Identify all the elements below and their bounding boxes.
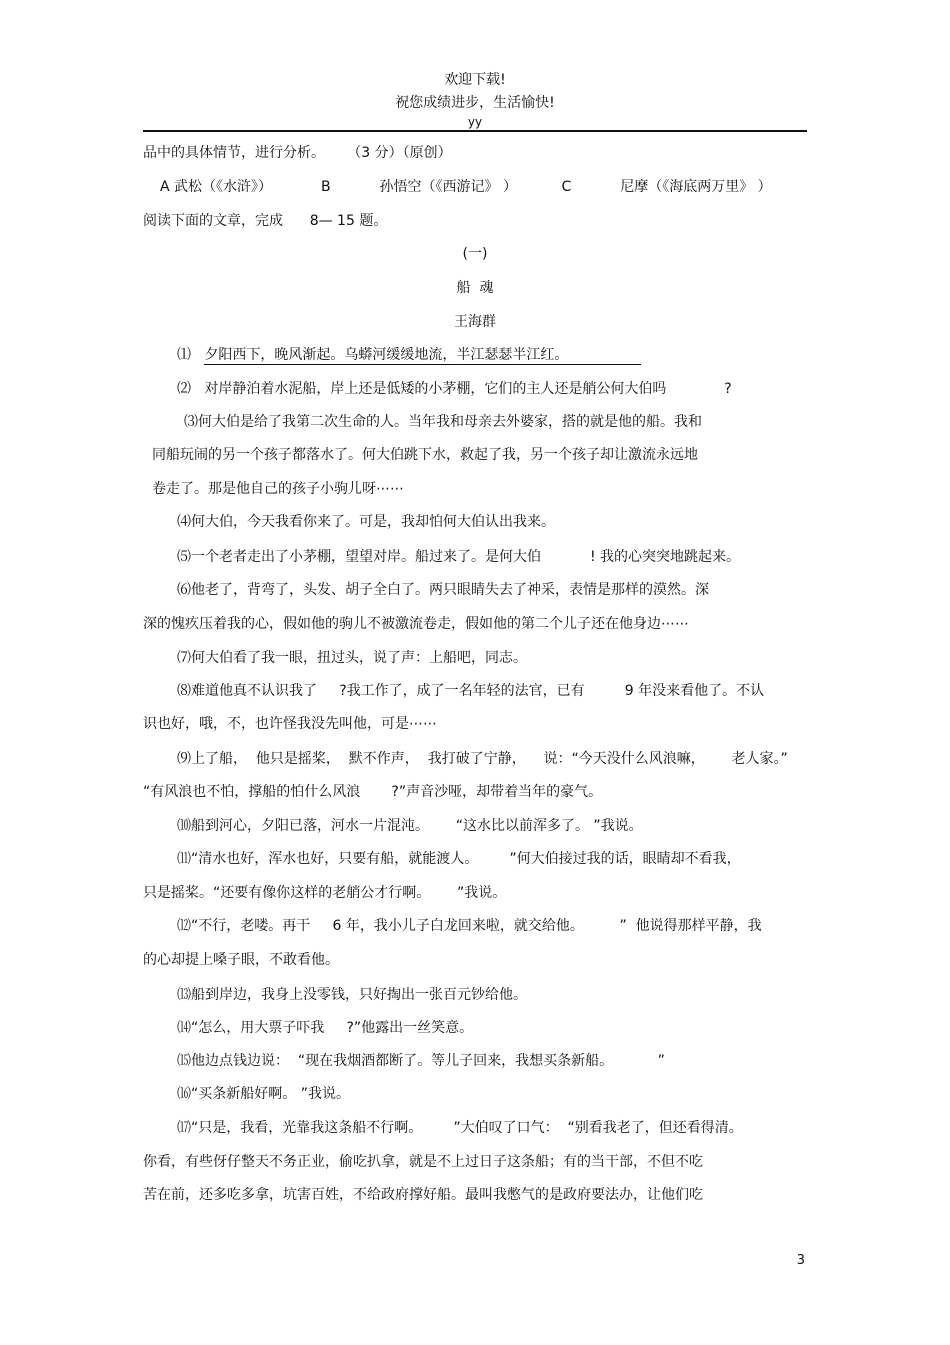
paragraph-9-line-2: “有风浪也不怕，撑船的怕什么风浪 ?”声音沙哑，却带着当年的豪气。	[143, 784, 603, 800]
paragraph-1-underline	[204, 364, 641, 365]
paragraph-13: ⒀船到岸边，我身上没零钱，只好掏出一张百元钞给他。	[177, 987, 527, 1003]
paragraph-3-line-3: 卷走了。那是他自己的孩子小驹儿呀⋯⋯	[152, 481, 404, 497]
paragraph-6-line-2: 深的愧疚压着我的心，假如他的驹儿不被激流卷走，假如他的第二个儿子还在他身边⋯⋯	[143, 616, 689, 632]
paragraph-17-line-1: ⒄“只是，我看，光靠我这条船不行啊。 ”大伯叹了口气： “别看我老了，但还看得清。	[177, 1120, 743, 1136]
answer-options: A 武松（《水浒》） B 孙悟空（《西游记》 ） C 尼摩（《海底两万里》 ）	[160, 179, 772, 195]
paragraph-7: ⑺何大伯看了我一眼，扭过头，说了声：上船吧，同志。	[177, 650, 527, 666]
paragraph-8-line-1: ⑻难道他真不认识我了 ?我工作了，成了一名年轻的法官，已有 9 年没来看他了。不认	[177, 683, 765, 699]
paragraph-1: ⑴ 夕阳西下，晚风渐起。乌蟒河缓缓地流，半江瑟瑟半江红。	[177, 347, 569, 363]
paragraph-4: ⑷何大伯，今天我看你来了。可是，我却怕何大伯认出我来。	[177, 514, 555, 530]
paragraph-11-line-1: ⑾“清水也好，浑水也好，只要有船，就能渡人。 ”何大伯接过我的话，眼睛却不看我，	[177, 851, 741, 867]
paragraph-8-line-2: 识也好，哦，不，也许怪我没先叫他，可是⋯⋯	[143, 716, 437, 732]
paragraph-12-line-1: ⑿“不行，老喽。再干 6 年，我小儿子白龙回来啦，就交给他。 ” 他说得那样平静，我	[177, 918, 762, 934]
paragraph-2: ⑵ 对岸静泊着水泥船，岸上还是低矮的小茅棚，它们的主人还是艄公何大伯吗 ?	[177, 381, 732, 397]
paragraph-5: ⑸一个老者走出了小茅棚，望望对岸。船过来了。是何大伯 ! 我的心突突地跳起来。	[177, 549, 741, 565]
reading-instruction: 阅读下面的文章，完成 8— 15 题。	[143, 213, 388, 229]
paragraph-3-line-2: 同船玩闹的另一个孩子都落水了。何大伯跳下水，救起了我，另一个孩子却让激流永远地	[152, 447, 698, 463]
paragraph-9-line-1: ⑼上了船， 他只是摇桨， 默不作声， 我打破了宁静， 说：“今天没什么风浪嘛， 老人家。”	[177, 751, 788, 767]
section-number: (一)	[462, 246, 488, 262]
paragraph-10: ⑽船到河心，夕阳已落，河水一片混沌。 “这水比以前浑多了。 ”我说。	[177, 818, 643, 834]
page-number: 3	[796, 1253, 805, 1268]
paragraph-16: ⒃“买条新船好啊。 ”我说。	[177, 1086, 350, 1102]
paragraph-15: ⒂他边点钱边说： “现在我烟酒都断了。等儿子回来，我想买条新船。 ”	[177, 1053, 665, 1069]
article-author: 王海群	[454, 314, 496, 330]
paragraph-17-line-3: 苦在前，还多吃多拿，坑害百姓，不给政府撑好船。最叫我憋气的是政府要法办，让他们吃	[143, 1187, 703, 1203]
header-rule	[143, 130, 807, 132]
paragraph-12-line-2: 的心却提上嗓子眼，不敢看他。	[143, 952, 339, 968]
header-mark: yy	[467, 115, 483, 129]
question-tail: 品中的具体情节，进行分析。 （3 分）（原创）	[143, 145, 452, 161]
paragraph-3-line-1: ⑶何大伯是给了我第二次生命的人。当年我和母亲去外婆家，搭的就是他的船。我和	[184, 414, 702, 430]
paragraph-14: ⒁“怎么，用大票子吓我 ?”他露出一丝笑意。	[177, 1020, 474, 1036]
paragraph-11-line-2: 只是摇桨。“还要有像你这样的老艄公才行啊。 ”我说。	[143, 885, 507, 901]
paragraph-17-line-2: 你看，有些伢仔整天不务正业，偷吃扒拿，就是不上过日子这条船；有的当干部，不但不吃	[143, 1154, 703, 1170]
header-wish: 祝您成绩进步，生活愉快!	[395, 95, 555, 111]
header-welcome: 欢迎下载!	[444, 72, 506, 88]
paragraph-6-line-1: ⑹他老了，背弯了，头发、胡子全白了。两只眼睛失去了神采，表情是那样的漠然。深	[177, 582, 709, 598]
article-title: 船 魂	[456, 280, 494, 296]
